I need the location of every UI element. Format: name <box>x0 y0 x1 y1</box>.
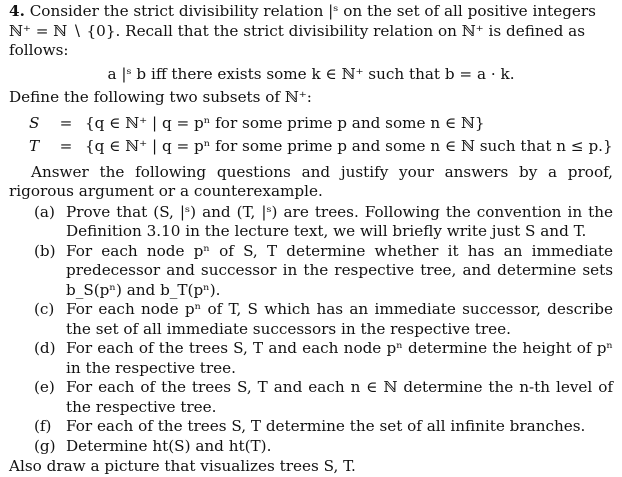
question-list <box>9 203 613 457</box>
set-t-eq: = <box>59 137 73 155</box>
set-s-body: {q ∈ ℕ⁺ | q = pⁿ for some prime p and some n ∈ ℕ} <box>85 113 485 132</box>
question-text: For each node pⁿ of T, S which has an immediate successor, describe the set of all immediate successors in the respective tree. <box>66 300 613 338</box>
divisibility-definition: a |ˢ b iff there exists some k ∈ ℕ⁺ such that b = a · k. <box>107 64 515 83</box>
question-text: For each of the trees S, T and each node pⁿ determine the height of pⁿ in the respective tree. <box>66 339 613 377</box>
question-b <box>9 242 613 301</box>
question-label: (g) <box>34 436 56 455</box>
question-text: Determine ht(S) and ht(T). <box>66 436 272 455</box>
set-s-row <box>29 112 613 136</box>
question-label: (c) <box>34 300 55 318</box>
question-c <box>9 300 613 339</box>
question-label: (b) <box>34 241 56 260</box>
question-d <box>9 339 613 378</box>
question-text: For each of the trees S, T determine the set of all infinite branches. <box>66 417 586 435</box>
question-label: (e) <box>34 378 55 396</box>
question-text: Prove that (S, |ˢ) and (T, |ˢ) are trees. Following the convention in the Definition 3.10 in the lecture text, we will briefly write just S and T. <box>66 202 613 240</box>
subsets-intro: Define the following two subsets of ℕ⁺: <box>9 88 312 106</box>
closing-instruction: Also draw a picture that visualizes trees S, T. <box>9 457 356 475</box>
question-text: For each of the trees S, T and each n ∈ ℕ determine the n-th level of the respective tree. <box>66 378 613 416</box>
set-definitions <box>29 112 613 159</box>
question-a <box>9 203 613 242</box>
question-g <box>9 437 613 457</box>
question-label: (f) <box>34 417 52 435</box>
problem-number: 4. <box>9 2 25 20</box>
set-s-name: S <box>29 113 40 132</box>
set-t-body: {q ∈ ℕ⁺ | q = pⁿ for some prime p and some n ∈ ℕ such that n ≤ p.} <box>85 137 613 155</box>
intro-line-2: ℕ⁺ = ℕ ∖ {0}. Recall that the strict divisibility relation on ℕ⁺ is defined as <box>9 21 585 40</box>
question-e <box>9 378 613 417</box>
instructions: Answer the following questions and justify your answers by a proof, rigorous argument or a counterexample. <box>9 162 613 200</box>
question-label: (a) <box>34 202 55 221</box>
question-text: For each node pⁿ of S, T determine whether it has an immediate predecessor and successor in the respective tree, and determine sets b_S(pⁿ) and b_T(pⁿ). <box>66 241 613 299</box>
set-t-row <box>29 135 613 159</box>
question-label: (d) <box>34 339 56 357</box>
set-t-name: T <box>29 137 40 155</box>
question-f <box>9 417 613 437</box>
intro-line-3: follows: <box>9 41 69 59</box>
problem-intro <box>9 2 613 22</box>
intro-line-1: Consider the strict divisibility relation |ˢ on the set of all positive integers <box>29 2 596 20</box>
set-s-eq: = <box>59 113 73 132</box>
